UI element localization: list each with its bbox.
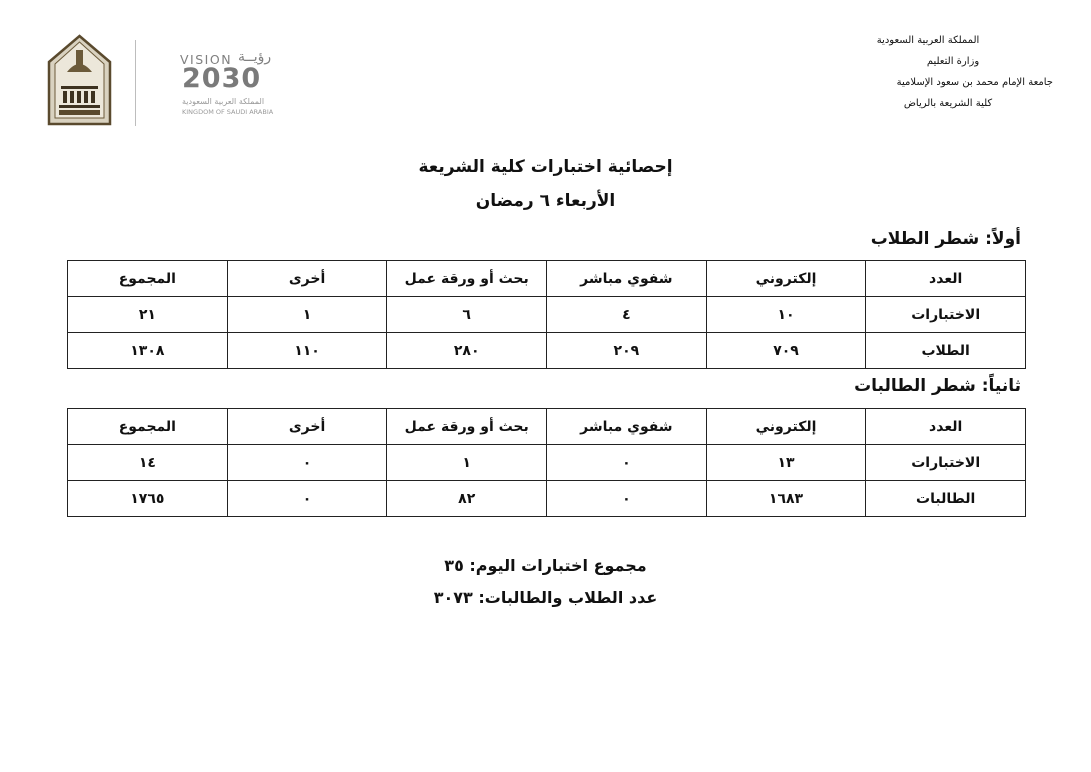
table-cell: ١ <box>387 445 547 481</box>
vision-word-arabic: رؤيــة <box>238 49 272 65</box>
row-header: الطالبات <box>866 481 1026 517</box>
table-cell: ٠ <box>227 481 387 517</box>
table-row <box>68 445 1026 481</box>
table-cell: ٠ <box>227 445 387 481</box>
letterhead-text <box>813 30 1053 114</box>
table-cell: ١٣ <box>706 445 866 481</box>
female-students-table <box>67 408 1026 517</box>
university-line: جامعة الإمام محمد بن سعود الإسلامية <box>896 77 1053 88</box>
column-header: شفوي مباشر <box>547 409 707 445</box>
column-header: أخرى <box>227 261 387 297</box>
college-line: كلية الشريعة بالرياض <box>903 98 993 109</box>
column-header: المجموع <box>68 409 228 445</box>
column-header: العدد <box>866 261 1026 297</box>
document-subtitle: الأربعاء ٦ رمضان <box>475 191 616 211</box>
table-cell: ٢٨٠ <box>387 333 547 369</box>
table-cell: ٠ <box>547 481 707 517</box>
table-cell: ٠ <box>547 445 707 481</box>
table-cell: ١ <box>227 297 387 333</box>
table-cell: ٤ <box>547 297 707 333</box>
table-header-row <box>68 409 1026 445</box>
row-header: الطلاب <box>866 333 1026 369</box>
total-students-summary: عدد الطلاب والطالبات: ٣٠٧٣ <box>433 588 658 607</box>
logo-divider <box>135 40 136 126</box>
table-cell: ١٣٠٨ <box>68 333 228 369</box>
table-row <box>68 333 1026 369</box>
table-cell: ٢٠٩ <box>547 333 707 369</box>
document-title: إحصائية اختبارات كلية الشريعة <box>418 157 673 177</box>
table-row <box>68 481 1026 517</box>
column-header: إلكتروني <box>706 409 866 445</box>
column-header: شفوي مباشر <box>547 261 707 297</box>
table-cell: ١٧٦٥ <box>68 481 228 517</box>
column-header: أخرى <box>227 409 387 445</box>
row-header: الاختبارات <box>866 445 1026 481</box>
ministry-line: وزارة التعليم <box>926 56 980 67</box>
vision-word: VISION <box>180 52 233 67</box>
column-header: بحث أو ورقة عمل <box>387 409 547 445</box>
column-header: المجموع <box>68 261 228 297</box>
vision-kingdom-ar: المملكة العربية السعودية <box>182 97 265 106</box>
vision-kingdom-en: KINGDOM OF SAUDI ARABIA <box>182 108 274 116</box>
table-row <box>68 297 1026 333</box>
row-header: الاختبارات <box>866 297 1026 333</box>
column-header: العدد <box>866 409 1026 445</box>
kingdom-line: المملكة العربية السعودية <box>876 35 980 46</box>
table-cell: ٨٢ <box>387 481 547 517</box>
column-header: إلكتروني <box>706 261 866 297</box>
vision-2030-logo <box>180 49 280 122</box>
table-cell: ٢١ <box>68 297 228 333</box>
table-cell: ٧٠٩ <box>706 333 866 369</box>
section-title-students: أولاً: شطر الطلاب <box>870 229 1021 249</box>
table-cell: ٦ <box>387 297 547 333</box>
vision-year: 2030 <box>182 63 262 94</box>
table-header-row <box>68 261 1026 297</box>
table-cell: ١١٠ <box>227 333 387 369</box>
table-cell: ١٦٨٣ <box>706 481 866 517</box>
university-logo-icon <box>47 34 112 126</box>
section-title-female-students: ثانياً: شطر الطالبات <box>854 376 1021 396</box>
column-header: بحث أو ورقة عمل <box>387 261 547 297</box>
students-table <box>67 260 1026 369</box>
table-cell: ١٠ <box>706 297 866 333</box>
total-exams-summary: مجموع اختبارات اليوم: ٣٥ <box>444 556 647 575</box>
table-cell: ١٤ <box>68 445 228 481</box>
